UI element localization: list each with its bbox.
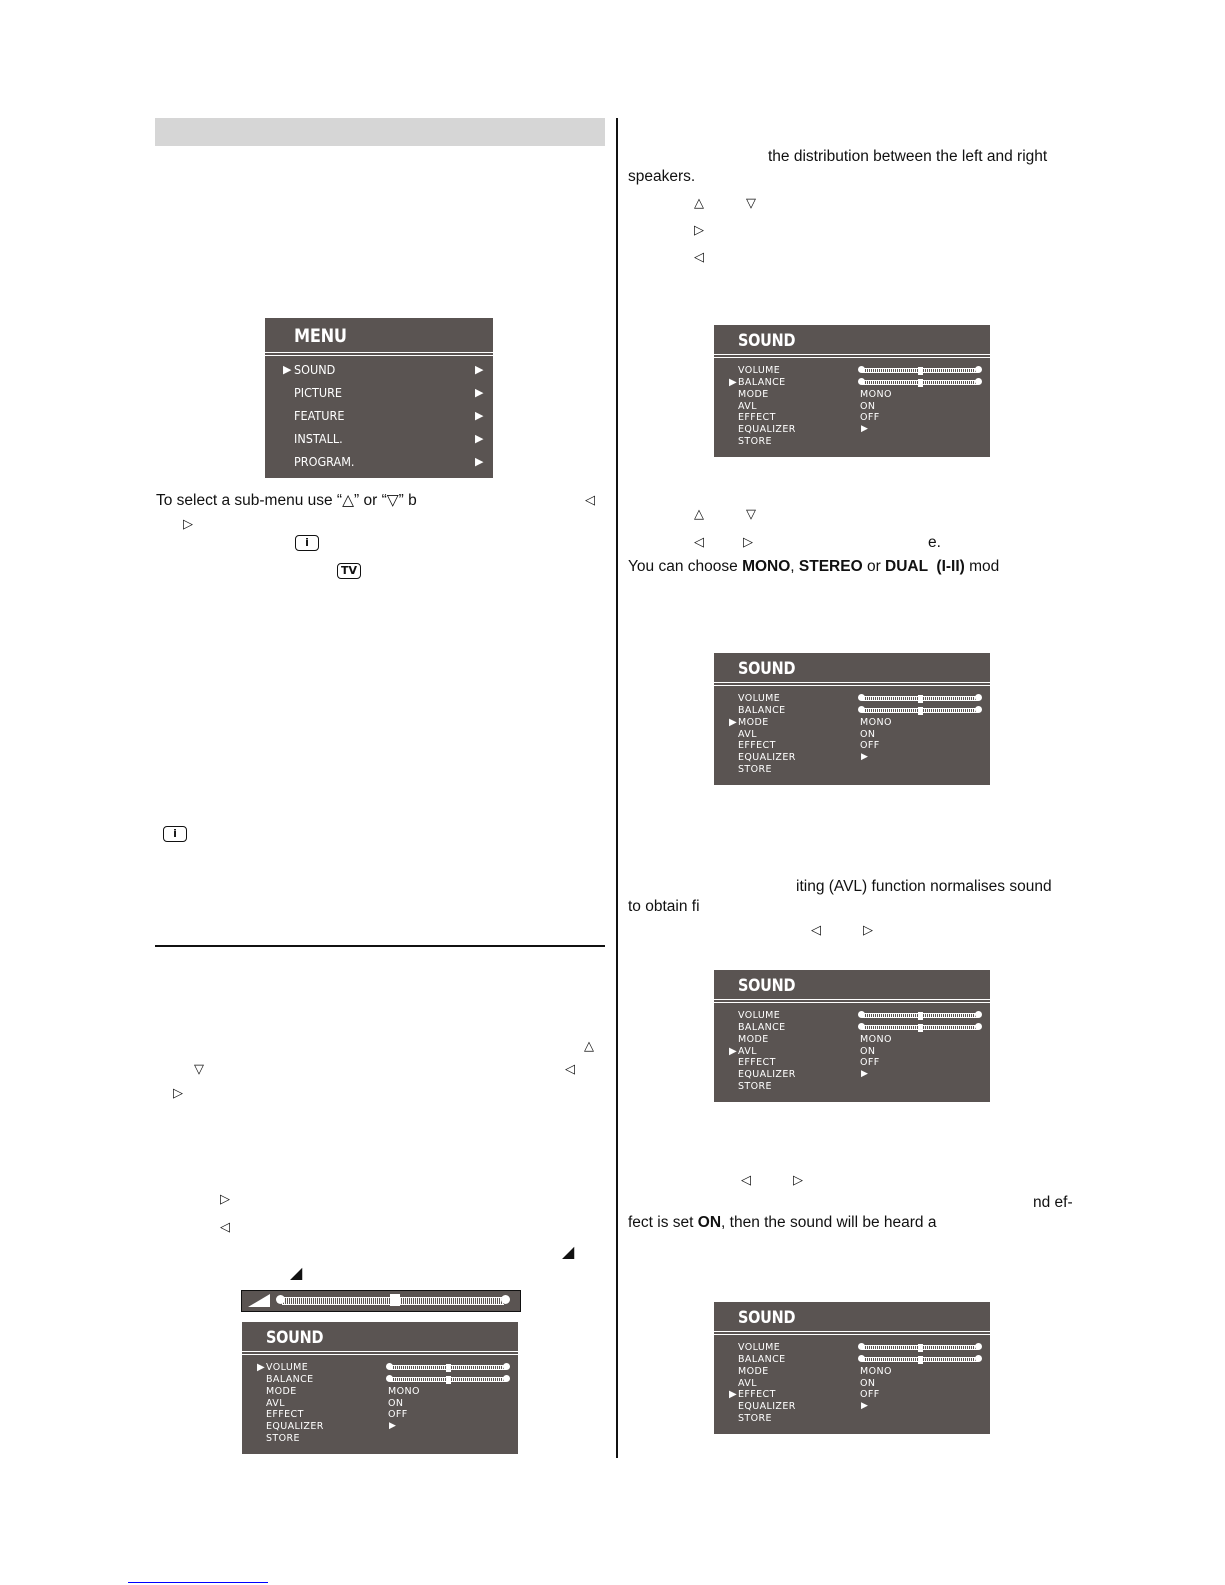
cursor-icon: ▶ [257, 1362, 265, 1373]
sound-title: SOUND [738, 1308, 796, 1328]
balance-description: the distribution between the left and right [768, 148, 1048, 165]
chevron-right-icon: ▶ [475, 455, 484, 468]
up-triangle-icon: △ [694, 196, 704, 211]
mode-value: MONO [860, 1034, 892, 1045]
label-volume[interactable]: VOLUME [738, 1342, 781, 1353]
mode-choices-line [628, 557, 999, 577]
osd-line [242, 1351, 518, 1352]
right-triangle-icon: ▷ [173, 1086, 183, 1101]
mode-value: MONO [860, 1366, 892, 1377]
column-divider [616, 118, 618, 1458]
volume-slider[interactable] [862, 1013, 978, 1018]
label-avl[interactable]: AVL [738, 729, 757, 740]
text-fragment: mod [964, 558, 1000, 575]
effect-value: OFF [860, 1389, 880, 1400]
label-mode[interactable]: MODE [738, 1366, 769, 1377]
label-mode[interactable]: MODE [738, 1034, 769, 1045]
up-triangle-icon: △ [694, 507, 704, 522]
label-equalizer[interactable]: EQUALIZER [738, 424, 796, 435]
text-fragment: , then the sound will be heard a [721, 1214, 937, 1231]
menu-item-install[interactable]: INSTALL. [294, 431, 343, 446]
menu-cursor-icon: ▶ [283, 363, 292, 376]
mode-value: MONO [388, 1386, 420, 1397]
menu-osd [265, 318, 493, 478]
mode-instruction-suffix: e. [928, 534, 941, 551]
down-triangle-icon: ▽ [746, 507, 756, 522]
label-balance[interactable]: BALANCE [738, 705, 786, 716]
sound-osd-avl [714, 970, 990, 1102]
label-volume[interactable]: VOLUME [266, 1362, 309, 1373]
label-effect[interactable]: EFFECT [738, 740, 776, 751]
balance-slider[interactable] [390, 1377, 506, 1382]
left-triangle-icon: ◁ [565, 1062, 575, 1077]
label-equalizer[interactable]: EQUALIZER [738, 1401, 796, 1412]
right-triangle-icon: ▷ [863, 923, 873, 938]
effect-value: OFF [860, 412, 880, 423]
mode-value: MONO [860, 389, 892, 400]
label-equalizer[interactable]: EQUALIZER [738, 752, 796, 763]
avl-value: ON [860, 729, 876, 740]
right-triangle-icon: ▷ [793, 1173, 803, 1188]
osd-line [714, 1002, 990, 1003]
mode-stereo-text: STEREO [798, 558, 863, 575]
chevron-right-icon: ▶ [475, 363, 484, 376]
label-mode[interactable]: MODE [738, 717, 769, 728]
label-balance[interactable]: BALANCE [738, 1354, 786, 1365]
label-avl[interactable]: AVL [738, 1046, 757, 1057]
section-divider [155, 945, 605, 947]
volume-slider[interactable] [390, 1365, 506, 1370]
right-triangle-icon: ▷ [220, 1192, 230, 1207]
label-mode[interactable]: MODE [738, 389, 769, 400]
sound-title: SOUND [738, 976, 796, 996]
chevron-right-icon: ▶ [475, 409, 484, 422]
left-triangle-icon: ◁ [585, 493, 595, 508]
sound-title: SOUND [738, 331, 796, 351]
balance-slider[interactable] [862, 1357, 978, 1362]
label-avl[interactable]: AVL [266, 1398, 285, 1409]
label-store[interactable]: STORE [738, 764, 772, 775]
mode-dual-text: DUAL (I-II) [885, 558, 965, 575]
label-store[interactable]: STORE [266, 1433, 300, 1444]
osd-line [265, 352, 493, 353]
footer-link-underline [128, 1582, 268, 1583]
mode-mono-text: MONO [742, 558, 791, 575]
left-triangle-icon: ◁ [694, 535, 704, 550]
avl-value: ON [388, 1398, 404, 1409]
volume-ramp-icon: ◢ [562, 1242, 575, 1261]
cursor-icon: ▶ [729, 1046, 737, 1057]
avl-value: ON [860, 1046, 876, 1057]
osd-line [714, 354, 990, 355]
slider-knob[interactable] [390, 1294, 400, 1306]
chevron-right-icon: ▶ [861, 752, 868, 762]
chevron-right-icon: ▶ [475, 386, 484, 399]
label-balance[interactable]: BALANCE [738, 1022, 786, 1033]
avl-value: ON [860, 1378, 876, 1389]
chevron-right-icon: ▶ [861, 1401, 868, 1411]
up-triangle-icon: △ [584, 1039, 594, 1054]
label-effect[interactable]: EFFECT [738, 1389, 776, 1400]
text-fragment: You can choose [628, 558, 743, 575]
label-volume[interactable]: VOLUME [738, 365, 781, 376]
volume-bar-osd [241, 1290, 521, 1312]
sound-osd-volume [242, 1322, 518, 1454]
left-triangle-icon: ◁ [811, 923, 821, 938]
osd-line [242, 1354, 518, 1355]
section-header-bar [155, 118, 605, 146]
menu-item-picture[interactable]: PICTURE [294, 385, 342, 400]
menu-title: MENU [294, 325, 347, 347]
balance-slider[interactable] [862, 380, 978, 385]
label-equalizer[interactable]: EQUALIZER [266, 1421, 324, 1432]
submenu-instruction: To select a sub-menu use “△” or “▽” b [156, 492, 417, 509]
volume-ramp-icon: ◢ [290, 1263, 303, 1282]
label-volume[interactable]: VOLUME [738, 693, 781, 704]
osd-line [714, 685, 990, 686]
label-volume[interactable]: VOLUME [738, 1010, 781, 1021]
volume-slider[interactable] [862, 696, 978, 701]
label-effect[interactable]: EFFECT [738, 1057, 776, 1068]
sound-osd-effect [714, 1302, 990, 1434]
osd-line [714, 682, 990, 683]
effect-description-1: nd ef- [1033, 1194, 1073, 1211]
mode-value: MONO [860, 717, 892, 728]
chevron-right-icon: ▶ [389, 1421, 396, 1431]
label-mode[interactable]: MODE [266, 1386, 297, 1397]
chevron-right-icon: ▶ [861, 1069, 868, 1079]
volume-ramp-icon [248, 1294, 270, 1307]
osd-line [265, 355, 493, 356]
menu-item-sound[interactable]: SOUND [294, 362, 336, 377]
cursor-icon: ▶ [729, 1389, 737, 1400]
balance-description-2: speakers. [628, 168, 696, 185]
osd-line [714, 1331, 990, 1332]
menu-item-feature[interactable]: FEATURE [294, 408, 345, 423]
label-effect[interactable]: EFFECT [738, 412, 776, 423]
chevron-right-icon: ▶ [475, 432, 484, 445]
osd-line [714, 999, 990, 1000]
effect-on-text: ON [697, 1214, 722, 1231]
sound-title: SOUND [738, 659, 796, 679]
effect-value: OFF [860, 1057, 880, 1068]
effect-value: OFF [860, 740, 880, 751]
label-store[interactable]: STORE [738, 1081, 772, 1092]
label-avl[interactable]: AVL [738, 1378, 757, 1389]
left-triangle-icon: ◁ [694, 250, 704, 265]
balance-slider[interactable] [862, 1025, 978, 1030]
effect-description-2 [628, 1213, 936, 1233]
label-balance[interactable]: BALANCE [266, 1374, 314, 1385]
avl-value: ON [860, 401, 876, 412]
menu-item-program[interactable]: PROGRAM. [294, 454, 355, 469]
avl-description-2: to obtain fi [628, 898, 700, 915]
label-store[interactable]: STORE [738, 1413, 772, 1424]
sound-osd-mode [714, 653, 990, 785]
left-triangle-icon: ◁ [220, 1220, 230, 1235]
right-triangle-icon: ▷ [694, 223, 704, 238]
down-triangle-icon: ▽ [194, 1062, 204, 1077]
sound-osd-balance [714, 325, 990, 457]
volume-slider[interactable] [862, 368, 978, 373]
text-fragment: , [790, 558, 799, 575]
label-equalizer[interactable]: EQUALIZER [738, 1069, 796, 1080]
right-triangle-icon: ▷ [183, 517, 193, 532]
text-fragment: fect is set [628, 1214, 698, 1231]
chevron-right-icon: ▶ [861, 424, 868, 434]
sound-title: SOUND [266, 1328, 324, 1348]
tv-key-icon: TV [337, 563, 361, 579]
osd-line [714, 357, 990, 358]
right-triangle-icon: ▷ [743, 535, 753, 550]
volume-bar-slider[interactable] [282, 1297, 504, 1305]
info-key-icon: i [163, 826, 187, 842]
cursor-icon: ▶ [729, 377, 737, 388]
text-fragment: or [862, 558, 886, 575]
label-effect[interactable]: EFFECT [266, 1409, 304, 1420]
osd-line [714, 1334, 990, 1335]
avl-description: iting (AVL) function normalises sound [796, 878, 1052, 895]
down-triangle-icon: ▽ [746, 196, 756, 211]
balance-slider[interactable] [862, 708, 978, 713]
cursor-icon: ▶ [729, 717, 737, 728]
volume-slider[interactable] [862, 1345, 978, 1350]
info-key-icon: i [295, 535, 319, 551]
label-avl[interactable]: AVL [738, 401, 757, 412]
effect-value: OFF [388, 1409, 408, 1420]
label-balance[interactable]: BALANCE [738, 377, 786, 388]
label-store[interactable]: STORE [738, 436, 772, 447]
left-triangle-icon: ◁ [741, 1173, 751, 1188]
